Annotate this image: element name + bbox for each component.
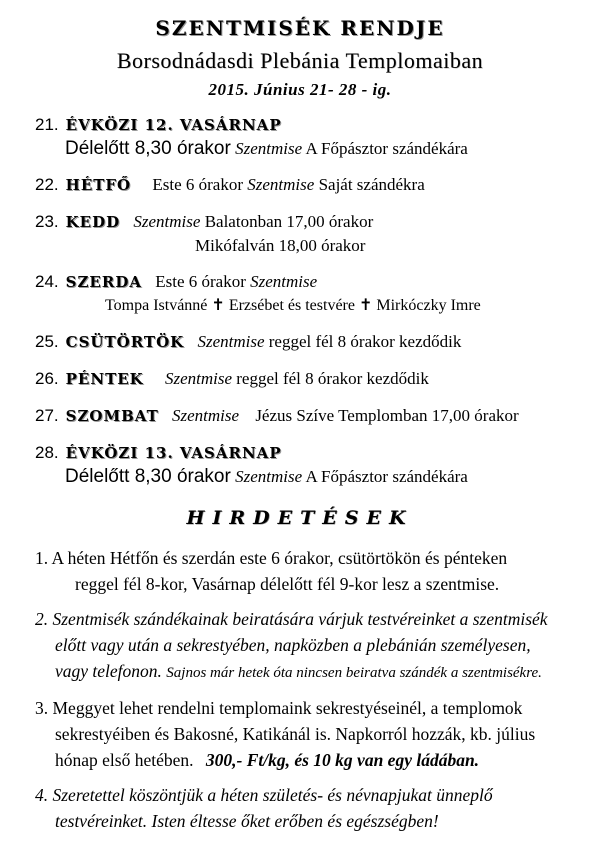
time-text: reggel fél 8 órakor kezdődik xyxy=(236,369,429,388)
entry-heading xyxy=(35,367,580,391)
entry-heading xyxy=(35,210,580,234)
announcement-line: előtt vagy után a sekrestyében, napközben a plebánián személyesen, xyxy=(55,635,531,655)
announcement-2 xyxy=(35,606,580,686)
announcement-1 xyxy=(35,545,580,597)
date-range: 2015. Június 21- 28 - ig. xyxy=(208,80,392,99)
day-name: CSÜTÖRTÖK xyxy=(65,333,185,351)
announcements-heading: HIRDETÉSEK xyxy=(186,507,414,529)
announcement-line: testvéreinket. Isten éltesse őket erőben és egészségben! xyxy=(55,811,439,831)
schedule-entry-28 xyxy=(35,441,580,488)
time-text: Délelőtt 8,30 órakor xyxy=(65,138,231,159)
day-name: HÉTFŐ xyxy=(65,176,132,194)
day-name: KEDD xyxy=(65,213,121,231)
location-time-text: Jézus Szíve Templomban 17,00 órakor xyxy=(255,406,519,425)
entry-detail xyxy=(35,234,580,257)
entry-heading xyxy=(35,441,580,465)
announcement-line xyxy=(35,658,580,686)
entry-heading xyxy=(35,404,580,428)
mass-word: Szentmise xyxy=(247,175,315,194)
announcement-note-text: Sajnos már hetek óta nincsen beiratva szándék a szentmisékre. xyxy=(166,665,542,681)
day-name: SZOMBAT xyxy=(65,407,159,425)
schedule-entry-23 xyxy=(35,210,580,257)
mass-word: Szentmise xyxy=(164,369,232,388)
mass-schedule xyxy=(35,113,580,488)
day-number: 24. xyxy=(35,272,59,291)
intention-names-text: Tompa Istvánné ✝ Erzsébet és testvére ✝ Mirkóczky Imre xyxy=(105,297,481,314)
document-header xyxy=(35,16,565,100)
day-name: SZERDA xyxy=(65,273,142,291)
location-time-text: Balatonban 17,00 órakor xyxy=(204,212,374,231)
price-text: 300,- Ft/kg, és 10 kg van egy ládában. xyxy=(205,750,480,770)
day-number: 23. xyxy=(35,212,59,231)
day-number: 27. xyxy=(35,406,59,425)
day-name: ÉVKÖZI 13. VASÁRNAP xyxy=(65,444,282,462)
entry-detail xyxy=(35,137,580,160)
announcement-line: sekrestyéiben és Bakosné, Katikánál is. Napkorról hozzák, kb. július xyxy=(55,724,536,744)
intention-text: A Főpásztor szándékára xyxy=(305,139,468,158)
day-name: ÉVKÖZI 12. VASÁRNAP xyxy=(65,116,282,134)
entry-heading xyxy=(35,173,580,197)
page-subtitle: Borsodnádasdi Plebánia Templomaiban xyxy=(116,48,484,73)
time-text: Este 6 órakor xyxy=(152,175,244,194)
announcements-section xyxy=(35,545,580,834)
mass-word: Szentmise xyxy=(197,332,265,351)
schedule-entry-21 xyxy=(35,113,580,160)
mass-word: Szentmise xyxy=(235,467,303,486)
time-text: reggel fél 8 órakor kezdődik xyxy=(268,332,462,351)
mass-word: Szentmise xyxy=(250,272,318,291)
schedule-entry-22 xyxy=(35,173,580,197)
day-number: 28. xyxy=(35,443,59,462)
time-text: Este 6 órakor xyxy=(155,272,246,291)
page-title: SZENTMISÉK RENDJE xyxy=(155,16,445,40)
intention-text: Saját szándékra xyxy=(318,175,425,194)
day-number: 21. xyxy=(35,115,59,134)
announcement-line xyxy=(35,747,580,773)
entry-heading xyxy=(35,330,580,354)
announcement-line: 1. A héten Hétfőn és szerdán este 6 órakor, csütörtökön és pénteken xyxy=(35,548,508,568)
day-number: 22. xyxy=(35,175,59,194)
entry-heading xyxy=(35,270,580,294)
mass-word: Szentmise xyxy=(133,212,201,231)
announcement-line: 4. Szeretettel köszöntjük a héten születés- és névnapjukat ünneplő xyxy=(35,785,493,805)
entry-detail xyxy=(35,294,580,317)
entry-detail xyxy=(35,465,580,488)
announcement-line: 3. Meggyet lehet rendelni templomaink sekrestyéseinél, a templomok xyxy=(35,698,523,718)
location-time-text: Mikófalván 18,00 órakor xyxy=(195,236,366,255)
day-name: PÉNTEK xyxy=(65,370,144,388)
intention-text: A Főpásztor szándékára xyxy=(305,467,468,486)
announcement-4 xyxy=(35,782,580,834)
day-number: 25. xyxy=(35,332,59,351)
announcement-3 xyxy=(35,695,580,773)
mass-word: Szentmise xyxy=(172,406,240,425)
announcement-line: 2. Szentmisék szándékainak beiratására várjuk testvéreinket a szentmisék xyxy=(35,609,548,629)
day-number: 26. xyxy=(35,369,59,388)
time-text: Délelőtt 8,30 órakor xyxy=(65,466,231,487)
schedule-entry-26 xyxy=(35,367,580,391)
announcement-line: reggel fél 8-kor, Vasárnap délelőtt fél 9-kor lesz a szentmise. xyxy=(75,574,500,594)
mass-word: Szentmise xyxy=(235,139,303,158)
schedule-entry-27 xyxy=(35,404,580,428)
announcement-text: hónap első hetében. xyxy=(55,750,194,770)
schedule-entry-25 xyxy=(35,330,580,354)
announcement-text: vagy telefonon. xyxy=(55,661,162,681)
entry-heading xyxy=(35,113,580,137)
schedule-entry-24 xyxy=(35,270,580,317)
